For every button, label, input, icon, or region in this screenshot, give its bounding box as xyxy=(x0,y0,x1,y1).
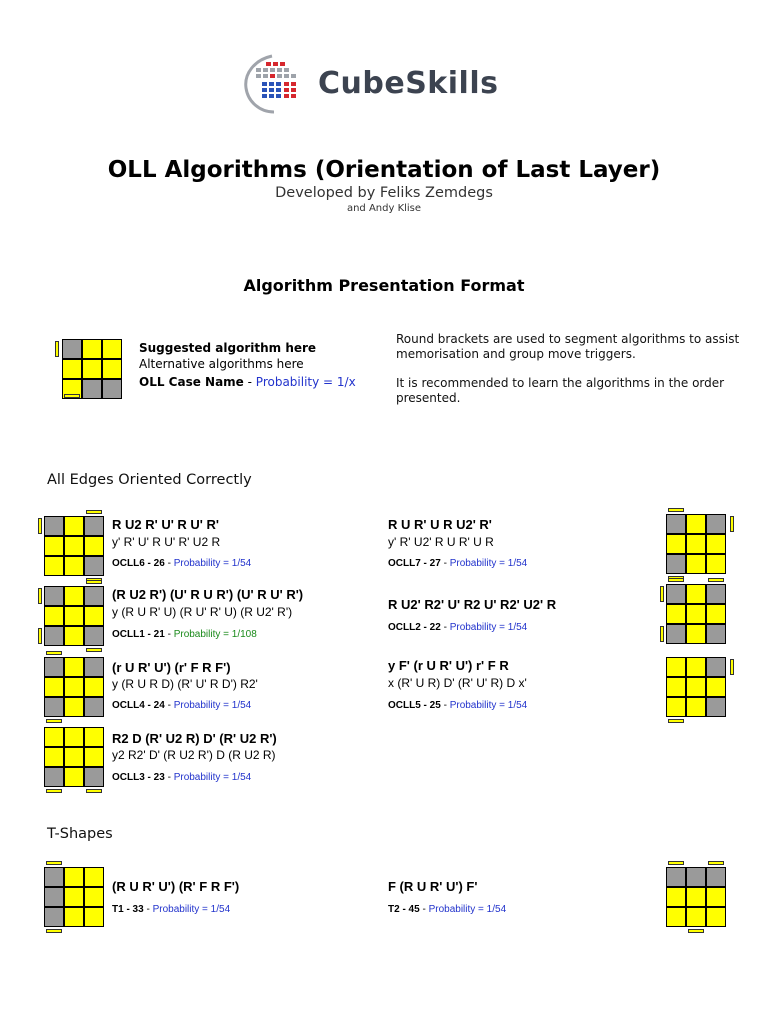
algorithm-t1: (R U R' U') (R' F R F') xyxy=(112,879,240,894)
case-icon-t1 xyxy=(44,867,104,927)
separator: - xyxy=(419,904,429,915)
cubeskills-logo-icon xyxy=(242,52,314,116)
example-algorithm: Suggested algorithm here xyxy=(139,341,317,355)
separator: - xyxy=(164,772,174,783)
algorithm-t2: F (R U R' U') F' xyxy=(388,879,478,894)
case-icon-ocll1 xyxy=(44,586,104,646)
alt-algorithm-ocll3: y2 R2' D' (R U2 R') D (R U2 R) xyxy=(112,748,276,762)
case-info-ocll2 xyxy=(388,622,527,633)
note-order: It is recommended to learn the algorithms in the order presented. xyxy=(396,376,725,405)
case-info-ocll5 xyxy=(388,700,527,711)
note-brackets: Round brackets are used to segment algorithms to assist memorisation and group move triggers. xyxy=(396,332,740,361)
case-icon-ocll7 xyxy=(666,514,726,574)
probability: Probability = 1/54 xyxy=(428,904,507,915)
example-case-icon xyxy=(62,339,122,399)
alt-algorithm-ocll4: y (R U R D) (R' U' R D') R2' xyxy=(112,677,258,691)
algorithm-ocll3: R2 D (R' U2 R) D' (R' U2 R') xyxy=(112,731,277,746)
section-heading-tshapes: T-Shapes xyxy=(47,826,113,842)
case-info-ocll1 xyxy=(112,629,257,640)
case-icon-ocll3 xyxy=(44,727,104,787)
case-icon-ocll2 xyxy=(666,584,726,644)
alt-algorithm-ocll6: y' R' U' R U' R' U2 R xyxy=(112,535,221,549)
separator: - xyxy=(440,558,450,569)
case-info-t1 xyxy=(112,904,230,915)
alt-algorithm-ocll5: x (R' U R) D' (R' U' R) D x' xyxy=(388,676,527,690)
separator: - xyxy=(164,629,174,640)
case-name: T1 - 33 xyxy=(112,904,144,915)
probability: Probability = 1/54 xyxy=(173,772,252,783)
probability: Probability = 1/54 xyxy=(173,558,252,569)
separator: - xyxy=(440,622,450,633)
page-title: OLL Algorithms (Orientation of Last Layer) xyxy=(107,157,661,183)
case-info-ocll3 xyxy=(112,772,251,783)
case-icon-ocll4 xyxy=(44,657,104,717)
case-icon-t2 xyxy=(666,867,726,927)
alt-algorithm-ocll7: y' R' U2' R U R' U R xyxy=(388,535,494,549)
case-info-ocll7 xyxy=(388,558,527,569)
algorithm-ocll2: R U2' R2' U' R2 U' R2' U2' R xyxy=(388,597,557,612)
example-case-info xyxy=(139,375,356,389)
case-name: OCLL6 - 26 xyxy=(112,558,165,569)
probability: Probability = 1/54 xyxy=(173,700,252,711)
separator: - xyxy=(164,558,174,569)
separator: - xyxy=(164,700,174,711)
algorithm-ocll1: (R U2 R') (U' R U R') (U' R U' R') xyxy=(112,587,304,602)
case-name: OCLL1 - 21 xyxy=(112,629,165,640)
case-info-ocll4 xyxy=(112,700,251,711)
separator: - xyxy=(243,375,256,389)
algorithm-ocll4: (r U R' U') (r' F R F') xyxy=(112,660,231,675)
algorithm-ocll7: R U R' U R U2' R' xyxy=(388,517,492,532)
example-case-name: OLL Case Name xyxy=(139,375,244,389)
case-name: OCLL2 - 22 xyxy=(388,622,441,633)
probability: Probability = 1/54 xyxy=(449,622,528,633)
case-icon-ocll5 xyxy=(666,657,726,717)
separator: - xyxy=(143,904,153,915)
page-subtitle: Developed by Feliks Zemdegs xyxy=(275,185,493,201)
example-probability: Probability = 1/x xyxy=(255,375,356,389)
algorithm-ocll6: R U2 R' U' R U' R' xyxy=(112,517,219,532)
case-name: OCLL3 - 23 xyxy=(112,772,165,783)
case-icon-ocll6 xyxy=(44,516,104,576)
case-info-t2 xyxy=(388,904,506,915)
coauthor-line: and Andy Klise xyxy=(346,203,422,214)
case-name: OCLL7 - 27 xyxy=(388,558,441,569)
separator: - xyxy=(440,700,450,711)
logo-wordmark: CubeSkills xyxy=(318,66,499,101)
case-name: T2 - 45 xyxy=(388,904,420,915)
section-heading-edges: All Edges Oriented Correctly xyxy=(47,472,252,488)
alt-algorithm-ocll1: y (R U R' U) (R U' R' U) (R U2' R') xyxy=(112,605,293,619)
probability: Probability = 1/54 xyxy=(449,558,528,569)
probability: Probability = 1/54 xyxy=(449,700,528,711)
probability: Probability = 1/54 xyxy=(152,904,231,915)
probability: Probability = 1/108 xyxy=(173,629,257,640)
algorithm-ocll5: y F' (r U R' U') r' F R xyxy=(388,658,509,673)
case-info-ocll6 xyxy=(112,558,251,569)
case-name: OCLL5 - 25 xyxy=(388,700,441,711)
example-alternative: Alternative algorithms here xyxy=(139,357,304,371)
case-name: OCLL4 - 24 xyxy=(112,700,165,711)
section-heading-format: Algorithm Presentation Format xyxy=(243,276,525,295)
